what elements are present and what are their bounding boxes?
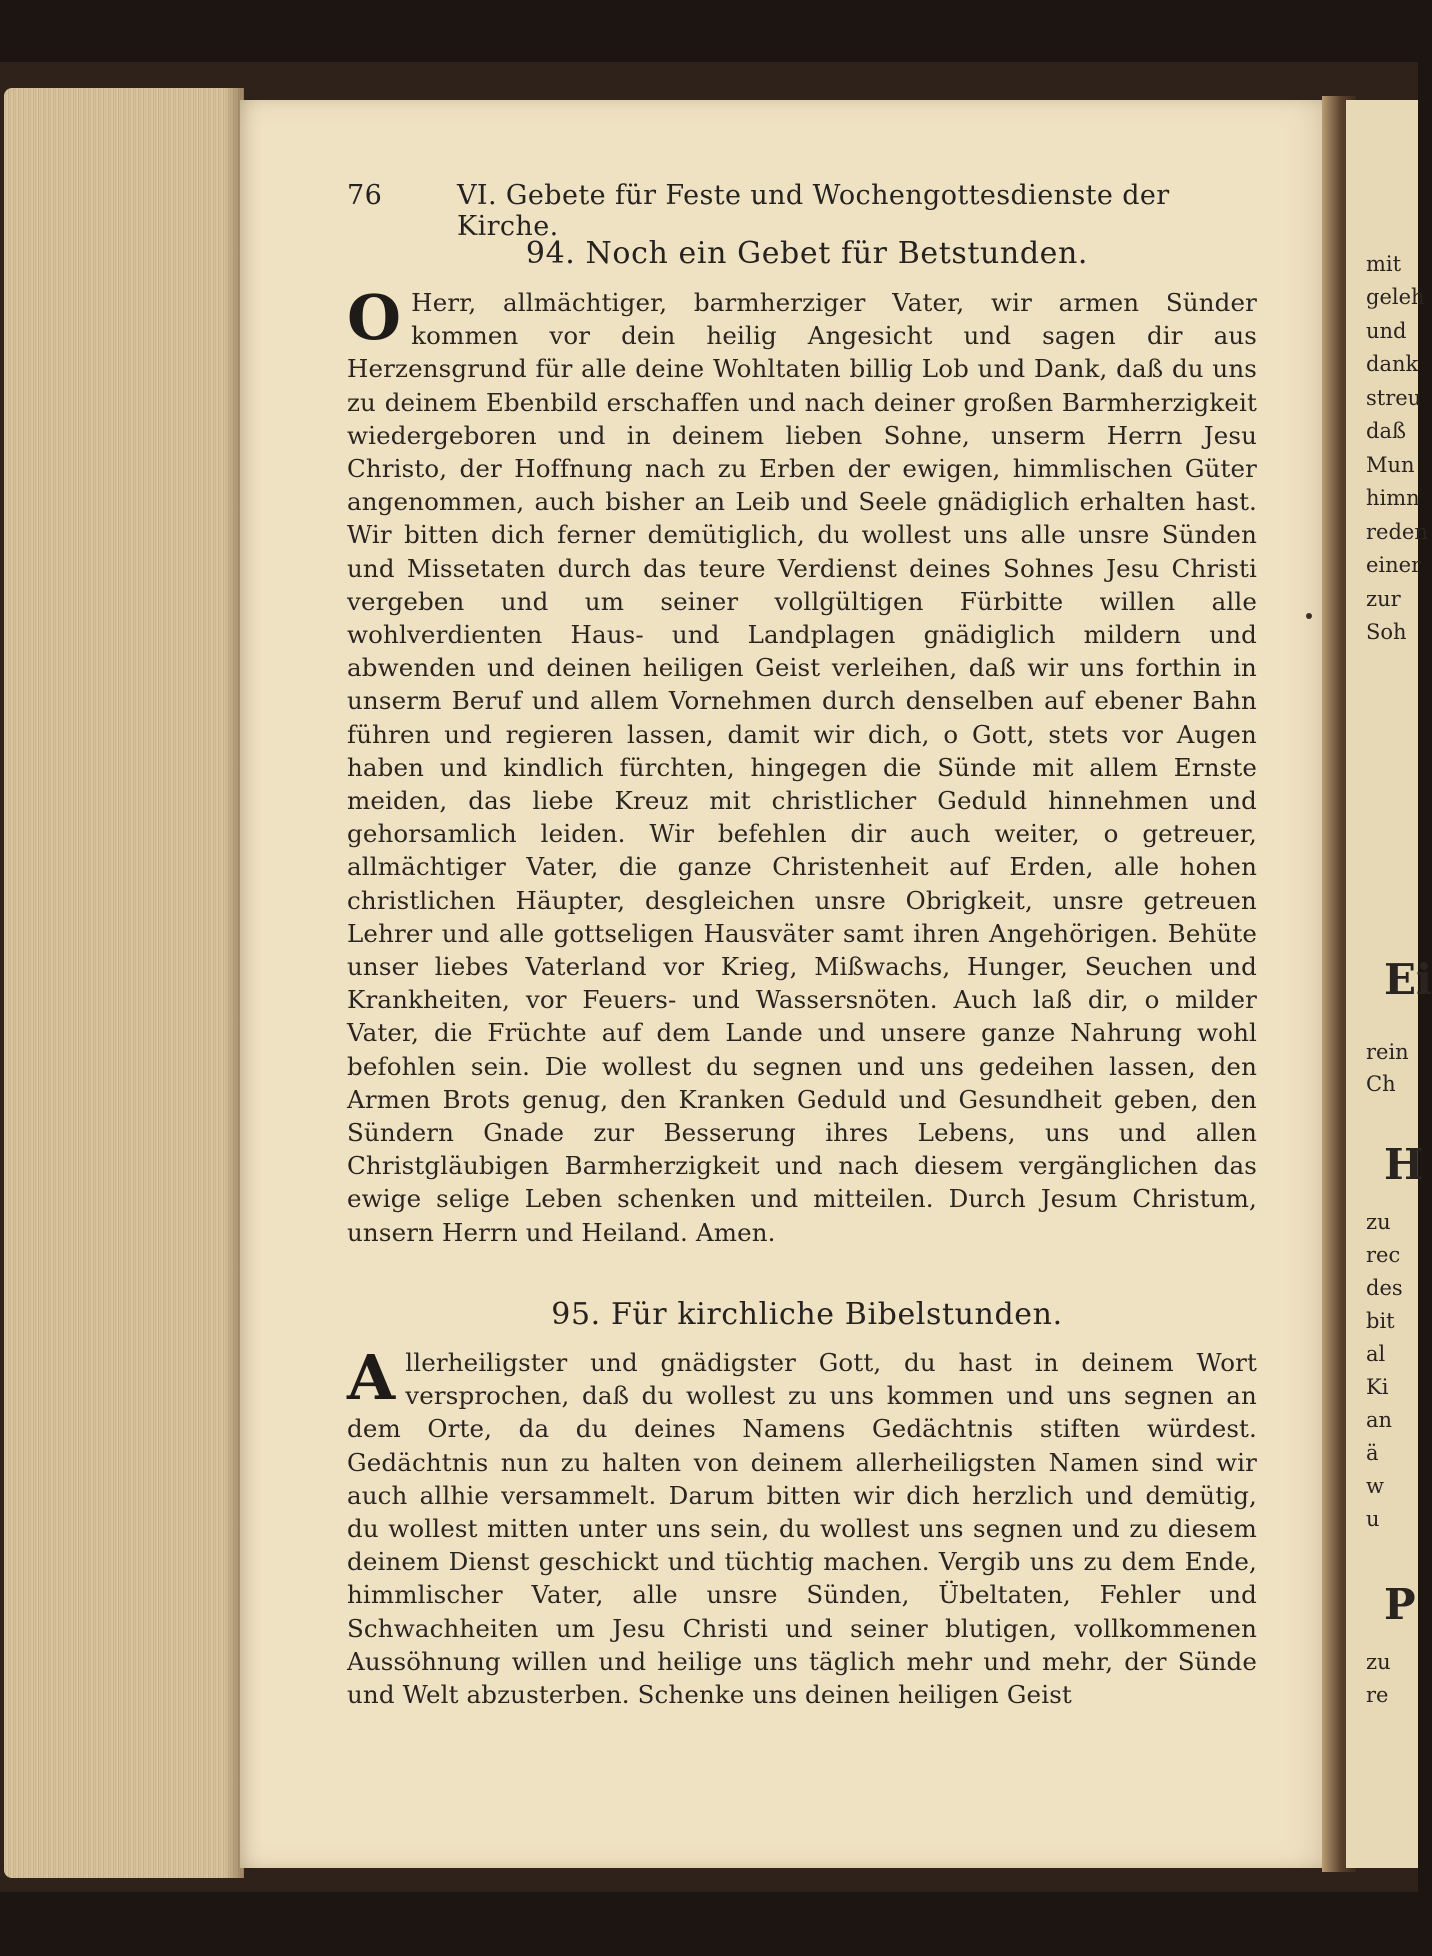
facing-fragment: streu [1366,386,1422,410]
facing-fragment: reden [1366,520,1428,544]
facing-fragment: Soh [1366,620,1407,644]
drop-cap-initial: O [347,281,402,354]
facing-fragment: daß [1366,419,1406,443]
drop-cap-initial: A [347,1341,396,1414]
facing-fragment: zur [1366,587,1401,611]
facing-fragment: u [1366,1507,1380,1531]
facing-fragment: des [1366,1276,1403,1300]
facing-fragment: zu [1366,1650,1391,1674]
ink-dot [1306,613,1312,619]
facing-fragment: rec [1366,1243,1401,1267]
page-number: 76 [347,180,383,211]
prayer-text-95 [347,1341,1257,1711]
facing-fragment: Ki [1366,1375,1389,1399]
facing-fragment: mit [1366,252,1402,276]
facing-fragment: ä [1366,1441,1379,1465]
facing-fragment: Ch [1366,1072,1396,1096]
facing-fragment: bit [1366,1309,1395,1333]
facing-fragment: Mun [1366,453,1415,477]
section-title-94: 94. Noch ein Gebet für Betstunden. [525,236,1089,271]
facing-fragment: an [1366,1408,1393,1432]
facing-fragment: al [1366,1342,1386,1366]
running-header: VI. Gebete für Feste und Wochengottesdienste der Kirche. [457,180,1170,242]
prayer-body-94: Herr, allmächtiger, barmherziger Vater, wir armen Sünder kommen vor dein heilig Angesicht und sagen dir aus Herzensgrund für alle deine Wohltaten billig Lob und Dank, daß du uns zu deinem Ebenbild erschaffen und nach deiner großen Barmherzigkeit wiedergeboren und in deinem lieben Sohne, unserm Herrn Jesu Christo, der Hoffnung nach zu Erben der ewigen, himmlischen Güter angenommen, auch bisher an Leib und Seele gnädiglich erhalten hast. Wir bitten dich ferner demütiglich, du wollest uns alle unsre Sünden und Missetaten durch das teure Verdienst deines Sohnes Jesu Christi vergeben und um seiner vollgültigen Fürbitte willen alle wohlverdienten Haus- und Landplagen gnädiglich mildern und abwenden und deinen heiligen Geist verleihen, daß wir uns forthin in unserm Beruf und allem Vornehmen durch denselben auf ebener Bahn führen und regieren lassen, damit wir dich, o Gott, stets vor Augen haben und kindlich fürchten, hingegen die Sünde mit allem Ernste meiden, das liebe Kreuz mit christlicher Geduld hinnehmen und gehorsamlich leiden. Wir befehlen dir auch weiter, o getreuer, allmächtiger Vater, die ganze Christenheit auf Erden, alle hohen christlichen Häupter, desgleichen unsre Obrigkeit, unsre getreuen Lehrer und alle gottseligen Hausväter samt ihren Angehörigen. Behüte unser liebes Vaterland vor Krieg, Mißwachs, Hunger, Seuchen und Krankheiten, vor Feuers- und Wassersnöten. Auch laß dir, o milder Vater, die Früchte auf dem Lande und unsere ganze Nahrung wohl befohlen sein. Die wollest du segnen und uns gedeihen lassen, den Armen Brots genug, den Kranken Geduld und Gesundheit geben, den Sündern Gnade zur Besserung ihres Lebens, uns und allen Christgläubigen Barmherzigkeit und nach diesem vergänglichen das ewige selige Leben schenken und mitteilen. Durch Jesum Christum, unsern Herrn und Heiland. Amen. [347,288,1257,1247]
section-title-95: 95. Für kirchliche Bibelstunden. [551,1297,1063,1332]
facing-fragment: geleh [1366,285,1425,309]
page-edges [4,88,244,1878]
facing-fragment: w [1366,1474,1384,1498]
facing-fragment: himn [1366,486,1420,510]
facing-fragment: re [1366,1683,1389,1707]
facing-fragment: Ei [1384,955,1432,1004]
facing-fragment: H [1384,1140,1424,1189]
facing-fragment: einer [1366,553,1422,577]
facing-fragment: rein [1366,1040,1409,1064]
facing-fragment: zu [1366,1210,1391,1234]
prayer-text-94 [347,281,1257,1249]
facing-fragment: P [1384,1580,1416,1629]
facing-fragment: dank [1366,352,1419,376]
facing-fragment: und [1366,319,1407,343]
facing-page-edge [1346,100,1432,1868]
prayer-body-95: llerheiligster und gnädigster Gott, du hast in deinem Wort versprochen, daß du wollest zu uns kommen und uns segnen an dem Orte, da du deines Namens Gedächtnis stiften würdest. Gedächtnis nun zu halten von deinem allerheiligsten Namen sind wir auch allhie versammelt. Darum bitten wir dich herzlich und demütig, du wollest mitten unter uns sein, du wollest uns segnen und zu diesem deinem Dienst geschickt und tüchtig machen. Vergib uns zu dem Ende, himmlischer Vater, alle unsre Sünden, Übeltaten, Fehler und Schwachheiten um Jesu Christi und seiner blutigen, vollkommenen Aussöhnung willen und heilige uns täglich mehr und mehr, der Sünde und Welt abzusterben. Schenke uns deinen heiligen Geist [347,1348,1257,1710]
